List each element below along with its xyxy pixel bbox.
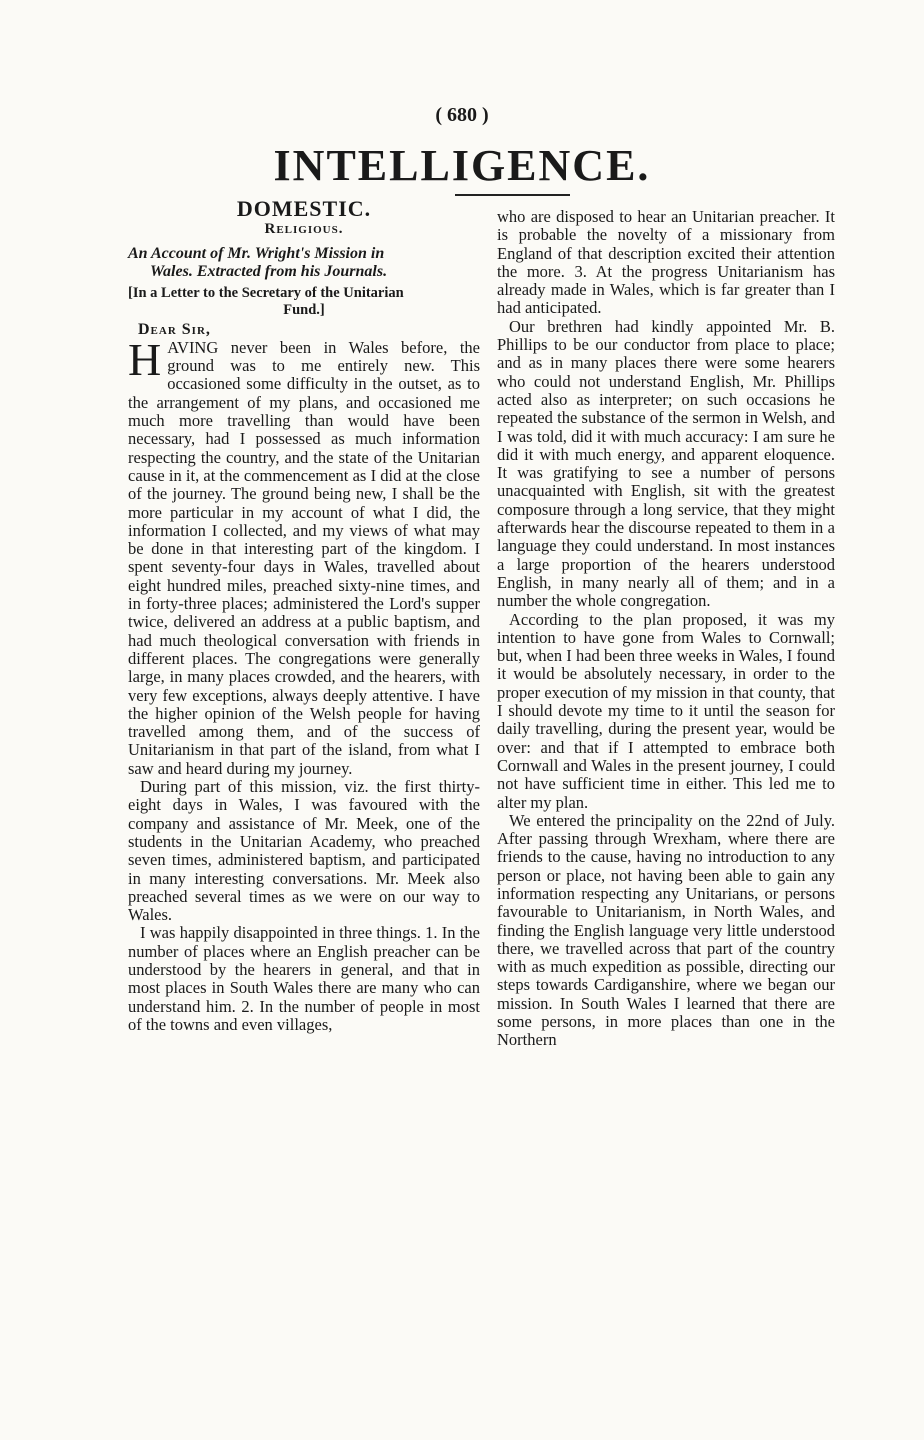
paragraph-1-text: AVING never been in Wales before, the ground was to me entirely new. This occasioned some difficulty in the outset, as to the arrangement of my plans, and occasioned me much more travelling than would have been necessary, had I possessed as much information respecting the country, and the state of the Unitarian cause in it, at the commencement as I did at the close of the journey. The ground being new, I shall be the more particular in my account of what I did, the information I collected, and my views of what may be done in that interesting part of the kingdom. I spent seventy-four days in Wales, travelled about eight hundred miles, preached sixty-nine times, and in forty-three places; administered the Lord's supper twice, delivered an address at a public baptism, and had much theological conversation with friends in different places. The congregations were generally large, in many places crowded, and the hearers, with very few exceptions, always deeply attentive. I have the higher opinion of the Welsh people for having travelled among them, and of the success of Unitarianism in that part of the island, from what I saw and heard during my journey. bbox=[128, 337, 480, 778]
paragraph-3: I was happily disappointed in three things. 1. In the number of places where an English preacher can be understood by the hearers in general, and that in most places in South Wales there are many who can understand him. 2. In the number of people in most of the towns and even villages, bbox=[128, 923, 480, 1034]
left-column bbox=[128, 196, 480, 1034]
drop-cap: H bbox=[128, 333, 162, 385]
right-column bbox=[497, 208, 835, 1050]
paragraph-4: who are disposed to hear an Unitarian preacher. It is probable the novelty of a missionary from England of that description excited their attention the more. 3. At the progress Unitarianism has already made in Wales, which is far greater than I had anticipated. bbox=[497, 207, 835, 318]
paragraph-5: Our brethren had kindly appointed Mr. B. Phillips to be our conductor from place to place; and as in many places there were some hearers who could not understand English, Mr. Phillips acted also as interpreter; on such occasions he repeated the substance of the sermon in Welsh, and I was told, did it with much accuracy: I am sure he did it with much energy, and apparent eloquence. It was gratifying to see a number of persons unacquainted with English, sit with the greatest composure through a long service, that they might afterwards hear the discourse repeated to them in a language they could understand. In most instances a large proportion of the hearers understood English, in many nearly all of them; and in a number the whole congregation. bbox=[497, 316, 835, 611]
editor-note bbox=[128, 285, 480, 319]
paragraph-6: According to the plan proposed, it was my intention to have gone from Wales to Cornwall; but, when I had been three weeks in Wales, I found it would be absolutely necessary, in order to the proper execution of my mission in that county, that I should devote my time to it until the season for daily travelling, during the present year, would be over: and that if I attempted to embrace both Cornwall and Wales in the present journey, I could not have sufficient time in either. This led me to alter my plan. bbox=[497, 609, 835, 812]
article-title-line1: An Account of Mr. Wright's Mission in bbox=[128, 244, 385, 262]
paragraph-2: During part of this mission, viz. the first thirty-eight days in Wales, I was favoured with the company and assistance of Mr. Meek, one of the students in the Unitarian Academy, who preached seven times, administered baptism, and participated in many interesting conversations. Mr. Meek also preached several times as we were on our way to Wales. bbox=[128, 777, 480, 925]
salutation: Dear Sir, bbox=[138, 320, 211, 338]
article-title-line2: Wales. Extracted from his Journals. bbox=[150, 262, 388, 280]
editor-note-line1: [In a Letter to the Secretary of the Unitarian bbox=[128, 284, 404, 301]
subcategory-heading: Religious. bbox=[264, 221, 344, 238]
title-rule bbox=[455, 194, 570, 196]
paragraph-7: We entered the principality on the 22nd of July. After passing through Wrexham, where there are friends to the cause, having no introduction to any person or place, not having been able to gain any information respecting any Unitarians, or persons favourable to Unitarianism, in North Wales, and finding the English language very little understood there, we travelled across that part of the country with as much expedition as possible, directing our steps towards Cardiganshire, where we began our mission. In South Wales I learned that there are some persons, in more places than one in the Northern bbox=[497, 810, 835, 1050]
editor-note-line2: Fund.] bbox=[283, 301, 325, 318]
page-number: ( 680 ) bbox=[435, 104, 489, 126]
section-title: INTELLIGENCE. bbox=[273, 141, 651, 190]
category-heading: DOMESTIC. bbox=[236, 196, 372, 221]
article-title bbox=[128, 245, 480, 281]
paragraph-1 bbox=[128, 333, 480, 778]
